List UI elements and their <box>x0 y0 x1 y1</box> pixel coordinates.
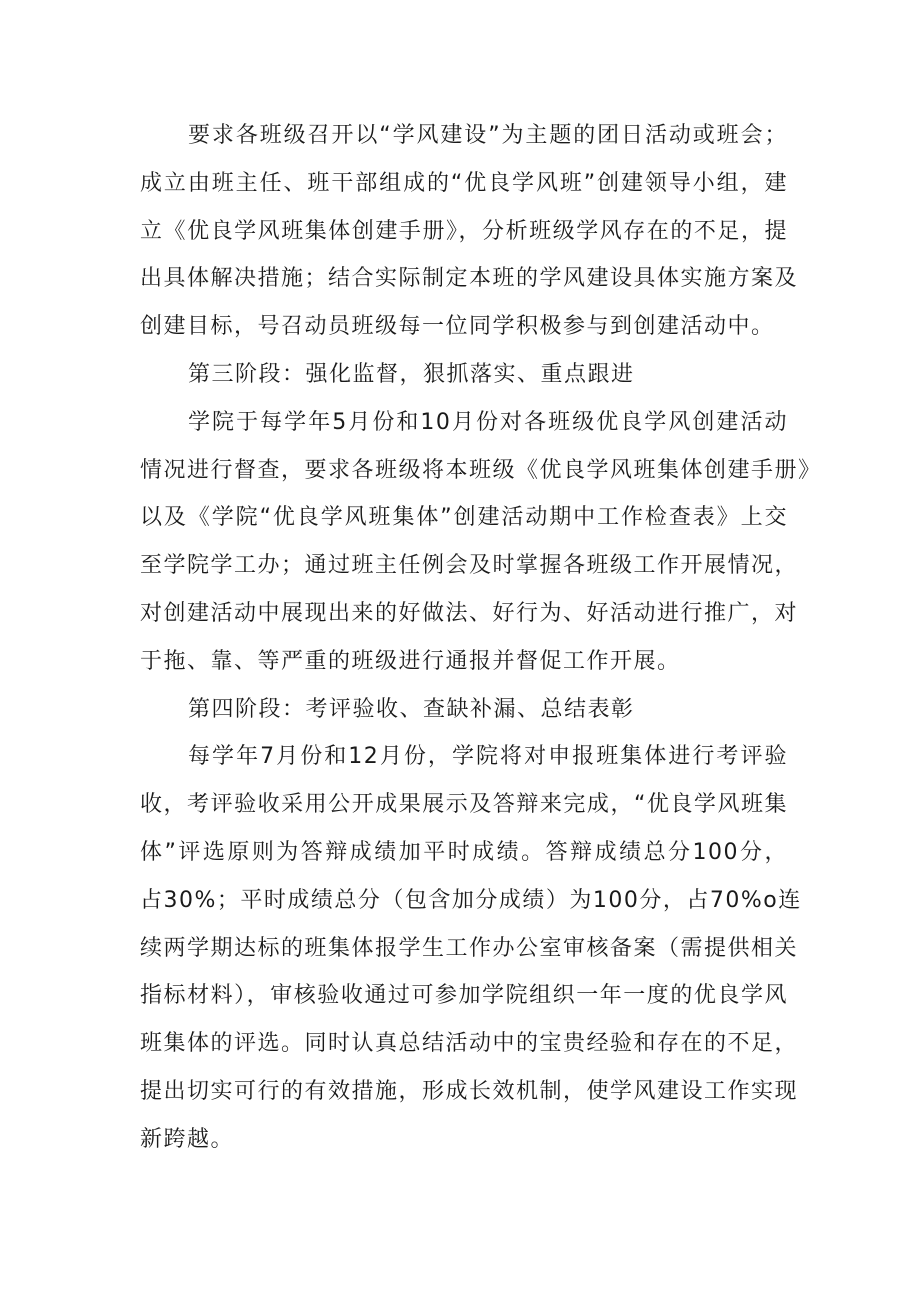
paragraph-line: 占30%；平时成绩总分（包含加分成绩）为100分，占70%o连 <box>140 887 802 913</box>
paragraph-line: 要求各班级召开以“学风建设”为主题的团日活动或班会； <box>188 123 788 148</box>
paragraph-line: 新跨越。 <box>140 1126 235 1152</box>
paragraph-line: 出具体解决措施；结合实际制定本班的学风建设具体实施方案及 <box>140 266 799 292</box>
paragraph-line: 收，考评验收采用公开成果展示及答辩来完成，“优良学风班集 <box>140 792 788 818</box>
paragraph-line: 情况进行督查，要求各班级将本班级《优良学风班集体创建手册》 <box>140 457 822 483</box>
paragraph-line: 成立由班主任、班干部组成的“优良学风班”创建领导小组，建 <box>140 170 788 196</box>
document-body <box>140 112 822 1164</box>
paragraph-line: 以及《学院“优良学风班集体”创建活动期中工作检查表》上交 <box>140 505 788 531</box>
paragraph-line: 班集体的评选。同时认真总结活动中的宝贵经验和存在的不足， <box>140 1031 799 1057</box>
paragraph-line: 于拖、靠、等严重的班级进行通报并督促工作开展。 <box>140 648 681 674</box>
paragraph-line: 续两学期达标的班集体报学生工作办公室审核备案（需提供相关 <box>140 935 799 961</box>
paragraph-line: 每学年7月份和12月份，学院将对申报班集体进行考评验 <box>188 744 788 770</box>
paragraph-line: 对创建活动中展现出来的好做法、好行为、好活动进行推广，对 <box>140 600 799 626</box>
paragraph-line: 体”评选原则为答辩成绩加平时成绩。答辩成绩总分100分， <box>140 839 788 865</box>
paragraph-line: 提出切实可行的有效措施，形成长效机制，使学风建设工作实现 <box>140 1078 799 1104</box>
section-heading: 第四阶段：考评验收、查缺补漏、总结表彰 <box>188 696 635 722</box>
paragraph-line: 指标材料），审核验收通过可参加学院组织一年一度的优良学风 <box>140 983 788 1009</box>
section-heading: 第三阶段：强化监督，狠抓落实、重点跟进 <box>188 361 635 387</box>
paragraph-line: 创建目标，号召动员班级每一位同学积极参与到创建活动中。 <box>140 314 775 340</box>
paragraph-line: 至学院学工办；通过班主任例会及时掌握各班级工作开展情况， <box>140 553 799 579</box>
paragraph-line: 学院于每学年5月份和10月份对各班级优良学风创建活动 <box>188 409 788 435</box>
paragraph-line: 立《优良学风班集体创建手册》，分析班级学风存在的不足，提 <box>140 218 788 244</box>
